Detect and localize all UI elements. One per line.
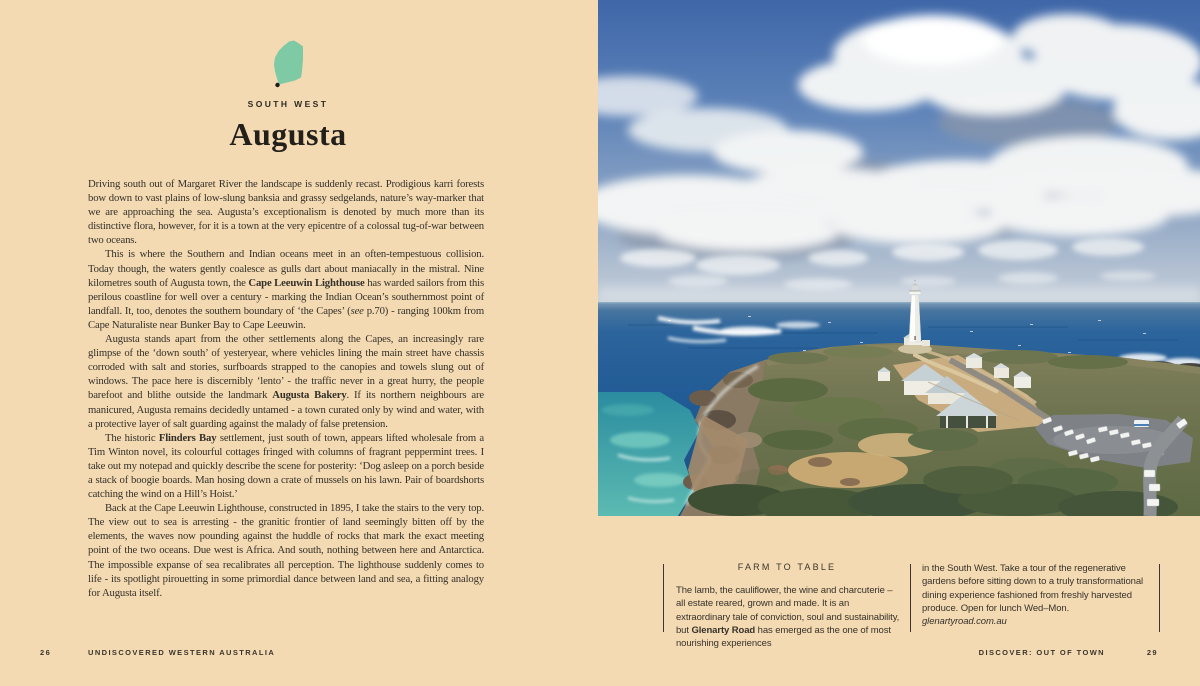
horizon-haze [598, 286, 1200, 303]
book-title-footer: UNDISCOVERED WESTERN AUSTRALIA [88, 648, 276, 657]
divider-rule-left [663, 564, 664, 632]
divider-rule-middle [910, 564, 911, 632]
paragraph: This is where the Southern and Indian oceans meet in an often-tempestuous collision. Today though, the waters gently coalesce as gulls dart about maniacally in the mistral. Nine kilometres south of Augusta town, the Cape Leeuwin Lighthouse has warded sailors from this perilous coastline for well over a century - marking the Indian Ocean’s southernmost point of landfall. It, too, denotes the southern boundary of ‘the Capes’ (see p.70) - ranging 100km from Cape Naturaliste near Bunker Bay to Cape Leeuwin. [88, 248, 485, 331]
paragraph: Driving south out of Margaret River the landscape is suddenly recast. Prodigious karri forests bow down to vast plains of low-slung banksia and grassy sedgelands, nature’s way-marker that we are approaching the sea. Augusta’s exceptionalism is denoted by much more than its distinctive flora, however, for it is a town at the very epicentre of a colossal tug-of-war between two oceans. [88, 178, 484, 247]
sidebar-column-2-text: in the South West. Take a tour of the regenerative gardens before sitting down to a truly transformational dining experience fashioned from freshly harvested produce. Open for lunch Wed–Mon. [922, 563, 1144, 614]
section-title-footer: DISCOVER: OUT OF TOWN [978, 648, 1105, 657]
map-location-dot [275, 83, 279, 87]
sidebar-heading: FARM TO TABLE [737, 562, 837, 572]
paragraph: The historic Flinders Bay settlement, just south of town, appears lifted wholesale from a Tim Winton novel, its colourful cottages fringed with columns of fragrant peppermint trees. I take out my notepad and quickly describe the scene for posterity: ‘Dog asleep on a porch beside a stack of boogie boards. Man hosing down a crate of mussels on his lawn. Pair of boardshorts catching the wind on a Hill’s Hoist.’ [88, 431, 484, 501]
sidebar-column-1: The lamb, the cauliflower, the wine and charcuterie – all estate reared, grown and made. It is an extraordinary tale of conviction, soul and sustainability, but Glenarty Road has emerged as the one of most nourishing experiences [676, 585, 900, 650]
page-title: Augusta [229, 116, 347, 152]
left-page-number: 26 [40, 648, 52, 657]
website-link[interactable]: glenartyroad.com.au [922, 616, 1007, 628]
map-region-shape [274, 41, 303, 85]
sidebar-column-2 [922, 562, 1154, 628]
divider-rule-right [1159, 564, 1160, 632]
right-page-number: 29 [1146, 648, 1158, 657]
photo-cape-leeuwin-lighthouse [598, 0, 1200, 516]
paragraph: Back at the Cape Leeuwin Lighthouse, constructed in 1895, I take the stairs to the very top. The view out to sea is arresting - the granitic frontier of land seemingly bitten off by the elements, the waves now pounding against the huddle of rocks that mark the exact meeting point of the two oceans. Due west is Africa. And south, nothing between here and Antarctica. The impossible expanse of sea recalibrates all perception. The lighthouse suddenly comes to life - its spotlight pirouetting in some primordial dance between land and sea, a fitting analogy for Augusta itself. [88, 502, 484, 599]
horizon-line [598, 302, 1200, 303]
article-body [88, 177, 484, 600]
tour-bus [1134, 420, 1149, 427]
western-australia-map-icon [267, 37, 313, 90]
region-label: SOUTH WEST [247, 99, 329, 109]
paragraph: Augusta stands apart from the other settlements along the Capes, an increasingly rare glimpse of the ‘down south’ of yesteryear, where vehicles lining the main street have chassis corroded with salt and stories, surfboards strapped to the canopies and towels slung out of windows. The pace here is discernibly ‘lento’ - the traffic never in a great hurry, the people barefoot and blithe outside the landmark Augusta Bakery. If its northern neighbours are manicured, Augusta remains decidedly untamed - a town curated only by wind and water, with a protective layer of salt guarding against the malady of false pretension. [88, 333, 484, 430]
